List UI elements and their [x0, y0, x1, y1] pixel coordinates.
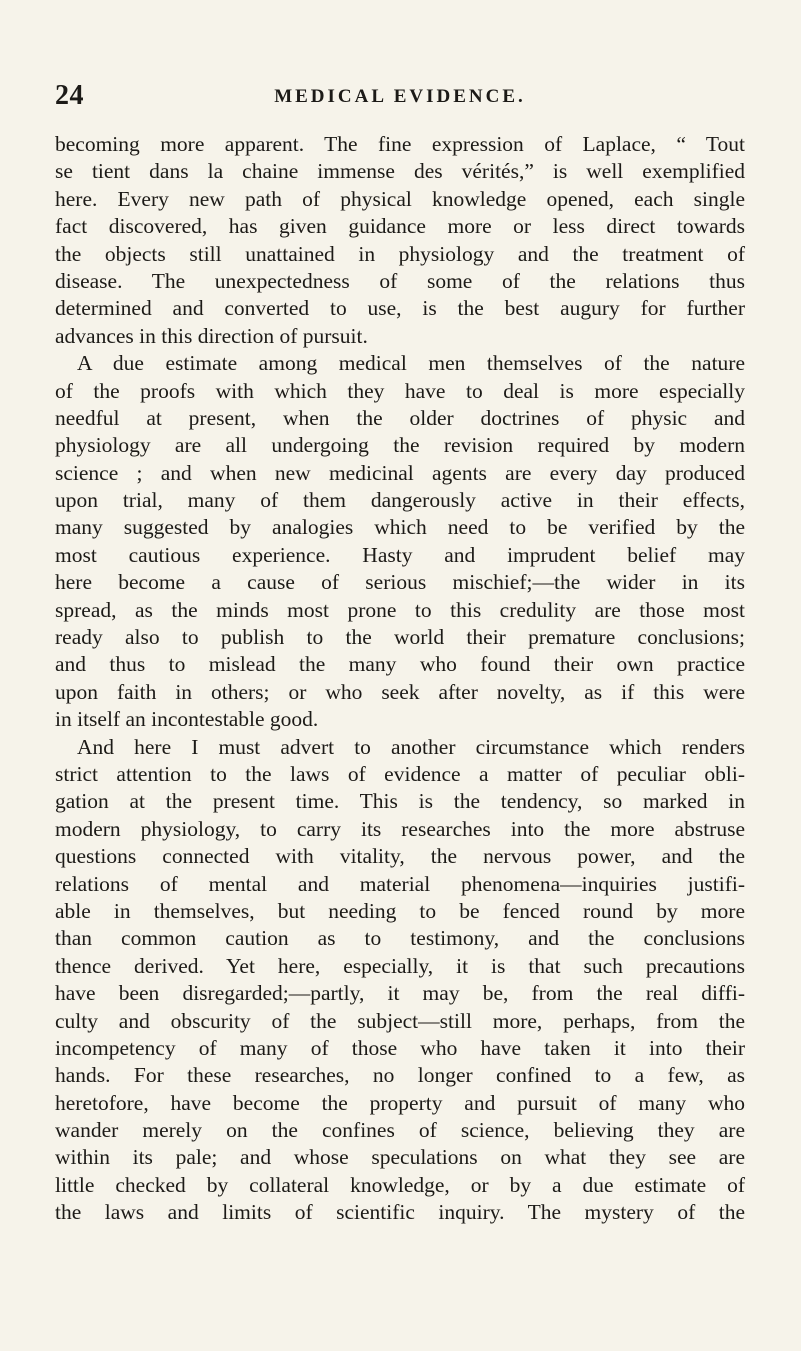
text-line: needful at present, when the older doctrines of physic and	[55, 405, 745, 430]
text-line: se tient dans la chaine immense des vérités,” is well exemplified	[55, 159, 745, 184]
text-line: heretofore, have become the property and pursuit of many who	[55, 1090, 745, 1115]
text-line: have been disregarded;—partly, it may be, from the real diffi-	[55, 981, 745, 1006]
text-line: A due estimate among medical men themselves of the nature	[77, 351, 745, 376]
text-line: gation at the present time. This is the tendency, so marked in	[55, 789, 745, 814]
text-line: many suggested by analogies which need to be verified by the	[55, 515, 745, 540]
text-line: modern physiology, to carry its researches into the more abstruse	[55, 816, 745, 841]
text-line: physiology are all undergoing the revision required by modern	[55, 433, 745, 458]
text-line: ready also to publish to the world their premature conclusions;	[55, 625, 745, 650]
text-line: the laws and limits of scientific inquiry. The mystery of the	[55, 1200, 745, 1225]
text-line: here become a cause of serious mischief;—the wider in its	[55, 570, 745, 595]
text-line: determined and converted to use, is the best augury for further	[55, 296, 745, 321]
text-line: And here I must advert to another circumstance which renders	[77, 734, 745, 759]
text-line: and thus to mislead the many who found their own practice	[55, 652, 745, 677]
text-line: spread, as the minds most prone to this credulity are those most	[55, 597, 745, 622]
text-line: able in themselves, but needing to be fenced round by more	[55, 898, 745, 923]
text-line: advances in this direction of pursuit.	[55, 323, 368, 348]
text-line: upon faith in others; or who seek after novelty, as if this were	[55, 679, 745, 704]
text-line: becoming more apparent. The fine expression of Laplace, “ Tout	[55, 132, 745, 156]
page-header	[55, 80, 745, 114]
text-line: most cautious experience. Hasty and imprudent belief may	[55, 542, 745, 567]
text-line: hands. For these researches, no longer confined to a few, as	[55, 1063, 745, 1088]
text-line: upon trial, many of them dangerously active in their effects,	[55, 488, 745, 513]
text-line: culty and obscurity of the subject—still more, perhaps, from the	[55, 1008, 745, 1033]
text-line: incompetency of many of those who have taken it into their	[55, 1035, 745, 1060]
text-line: fact discovered, has given guidance more or less direct towards	[55, 214, 745, 239]
text-line: relations of mental and material phenomena—inquiries justifi-	[55, 871, 745, 896]
text-line: than common caution as to testimony, and the conclusions	[55, 926, 745, 951]
text-line: here. Every new path of physical knowledge opened, each single	[55, 186, 745, 211]
text-line: little checked by collateral knowledge, or by a due estimate of	[55, 1172, 745, 1197]
text-line: science ; and when new medicinal agents are every day produced	[55, 460, 745, 485]
text-line: thence derived. Yet here, especially, it is that such precautions	[55, 953, 745, 978]
text-line: in itself an incontestable good.	[55, 707, 319, 732]
body-text	[55, 131, 745, 1227]
text-line: the objects still unattained in physiology and the treatment of	[55, 241, 745, 266]
text-line: questions connected with vitality, the nervous power, and the	[55, 844, 745, 869]
page-number: 24	[55, 80, 84, 111]
running-head: MEDICAL EVIDENCE.	[274, 86, 526, 107]
text-line: wander merely on the confines of science, believing they are	[55, 1118, 745, 1143]
text-line: within its pale; and whose speculations on what they see are	[55, 1145, 745, 1170]
text-line: disease. The unexpectedness of some of the relations thus	[55, 268, 745, 293]
text-line: of the proofs with which they have to deal is more especially	[55, 378, 745, 403]
text-line: strict attention to the laws of evidence a matter of peculiar obli-	[55, 761, 745, 786]
